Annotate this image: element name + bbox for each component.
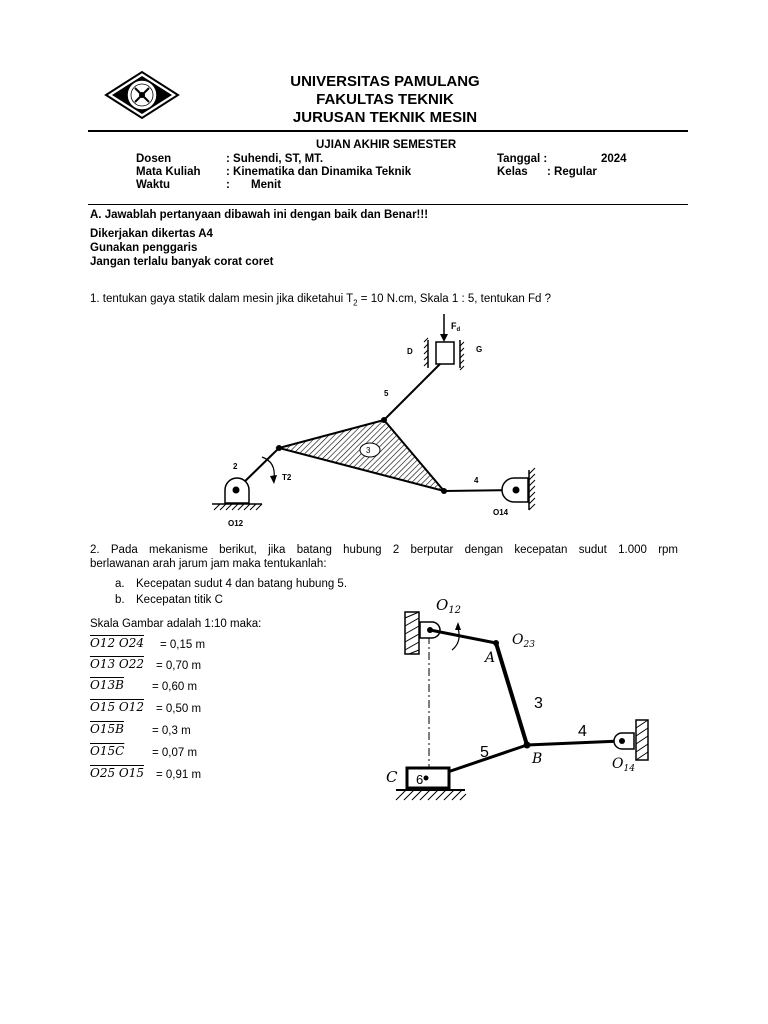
dimension-row — [90, 657, 250, 677]
slider-c — [396, 768, 466, 800]
dimension-value: = 0,3 m — [152, 725, 191, 737]
label-a: A — [485, 650, 496, 666]
label-4: 4 — [474, 476, 479, 485]
label-6: 6 — [416, 772, 424, 787]
waktu-label: Waktu — [136, 179, 171, 191]
label-3: 3 — [534, 695, 543, 712]
question-2-a: Kecepatan sudut 4 dan batang hubung 5. — [136, 578, 348, 590]
dimension-value: = 0,60 m — [152, 681, 198, 693]
label-t2: T2 — [282, 473, 292, 482]
right-wall — [614, 720, 648, 760]
faculty-name: FAKULTAS TEKNIK — [316, 91, 454, 108]
label-4: 4 — [578, 723, 587, 740]
dimension-row — [90, 678, 250, 698]
dimension-value: = 0,15 m — [160, 639, 206, 651]
link-4 — [527, 741, 621, 745]
label-c: C — [386, 768, 398, 786]
dimension-value: = 0,50 m — [156, 703, 202, 715]
dimension-label: O13B — [90, 678, 124, 692]
dimension-value: = 0,07 m — [152, 747, 198, 759]
question-2-a-marker: a. — [115, 578, 125, 590]
scale-note: Skala Gambar adalah 1:10 maka: — [90, 618, 262, 630]
torque-t2-arrow — [262, 457, 274, 478]
dimension-value: = 0,70 m — [156, 660, 202, 672]
label-2: 2 — [233, 462, 238, 471]
dimension-label: O13 O22 — [90, 657, 145, 671]
label-o14: $O_{14}$ — [612, 756, 635, 774]
dimension-value: = 0,91 m — [156, 769, 202, 781]
label-5: 5 — [480, 744, 489, 761]
tanggal-label: Tanggal : — [497, 153, 548, 165]
label-b: B — [532, 751, 543, 767]
dimension-label: O12 O24 — [90, 636, 145, 650]
link-2 — [430, 630, 496, 643]
header-divider — [88, 130, 688, 132]
department-name: JURUSAN TEKNIK MESIN — [292, 109, 478, 126]
dosen-label: Dosen — [136, 153, 172, 165]
left-wall — [405, 612, 419, 654]
dimension-label: O25 O15 — [90, 766, 145, 780]
dimension-row — [90, 722, 250, 742]
dosen-value: : Suhendi, ST, MT. — [226, 153, 324, 165]
link-3-triangle — [279, 420, 444, 491]
question-1-sub: 2 — [353, 298, 358, 308]
question-2-line-1: 2. Pada mekanisme berikut, jika batang hubung 2 berputar dengan kecepatan sudut 1.000 rpm — [90, 544, 678, 556]
university-name: UNIVERSITAS PAMULANG — [290, 73, 480, 90]
label-o12: $O_{12}$ — [436, 596, 462, 616]
meta-divider — [88, 204, 688, 205]
instruction-1: Dikerjakan dikertas A4 — [90, 228, 213, 240]
label-d: D — [407, 347, 413, 356]
dimension-row — [90, 744, 250, 764]
question-2-line-2: berlawanan arah jarum jam maka tentukanlah: — [90, 558, 327, 570]
instruction-3: Jangan terlalu banyak corat coret — [90, 256, 274, 268]
university-logo — [104, 70, 180, 120]
dimension-label: O15B — [90, 722, 124, 736]
exam-title: UJIAN AKHIR SEMESTER — [316, 139, 457, 151]
link-5 — [384, 364, 440, 420]
question-1-text-pre: 1. tentukan gaya statik dalam mesin jika diketahui T — [90, 293, 354, 305]
dimension-row — [90, 636, 250, 656]
section-a-heading: A. Jawablah pertanyaan dibawah ini dengan baik dan Benar!!! — [90, 209, 429, 221]
figure-1-mechanism — [200, 310, 560, 535]
kelas-value: : Regular — [547, 166, 597, 178]
dimension-row — [90, 700, 250, 720]
question-2-b-marker: b. — [115, 594, 125, 606]
label-5: 5 — [384, 389, 389, 398]
dimension-label: O15 O12 — [90, 700, 145, 714]
label-g: G — [476, 345, 483, 354]
force-fd-arrow — [440, 314, 448, 342]
label-o12: O12 — [228, 519, 244, 528]
dimension-label: O15C — [90, 744, 125, 758]
waktu-colon: : — [226, 179, 230, 191]
question-1 — [90, 292, 551, 310]
label-o14: O14 — [493, 508, 509, 517]
figure-2-mechanism — [385, 590, 675, 815]
question-1-text-post: = 10 N.cm, Skala 1 : 5, tentukan Fd ? — [357, 293, 551, 305]
link-3 — [496, 643, 527, 745]
kelas-label: Kelas — [497, 166, 528, 178]
waktu-value: Menit — [251, 179, 282, 191]
instruction-2: Gunakan penggaris — [90, 242, 198, 254]
label-3: 3 — [366, 446, 371, 455]
dimension-row — [90, 766, 250, 786]
slider-block — [424, 338, 464, 370]
tanggal-value: 2024 — [601, 153, 627, 165]
mata-kuliah-label: Mata Kuliah — [136, 166, 201, 178]
ground-o12 — [212, 478, 262, 510]
question-2-b: Kecepatan titik C — [136, 594, 223, 606]
rotation-arrow — [452, 628, 459, 650]
mata-kuliah-value: : Kinematika dan Dinamika Teknik — [226, 166, 412, 178]
ground-o14 — [502, 468, 535, 510]
fd-label: $F_d$ — [451, 321, 461, 333]
label-o23: $O_{23}$ — [512, 632, 535, 650]
